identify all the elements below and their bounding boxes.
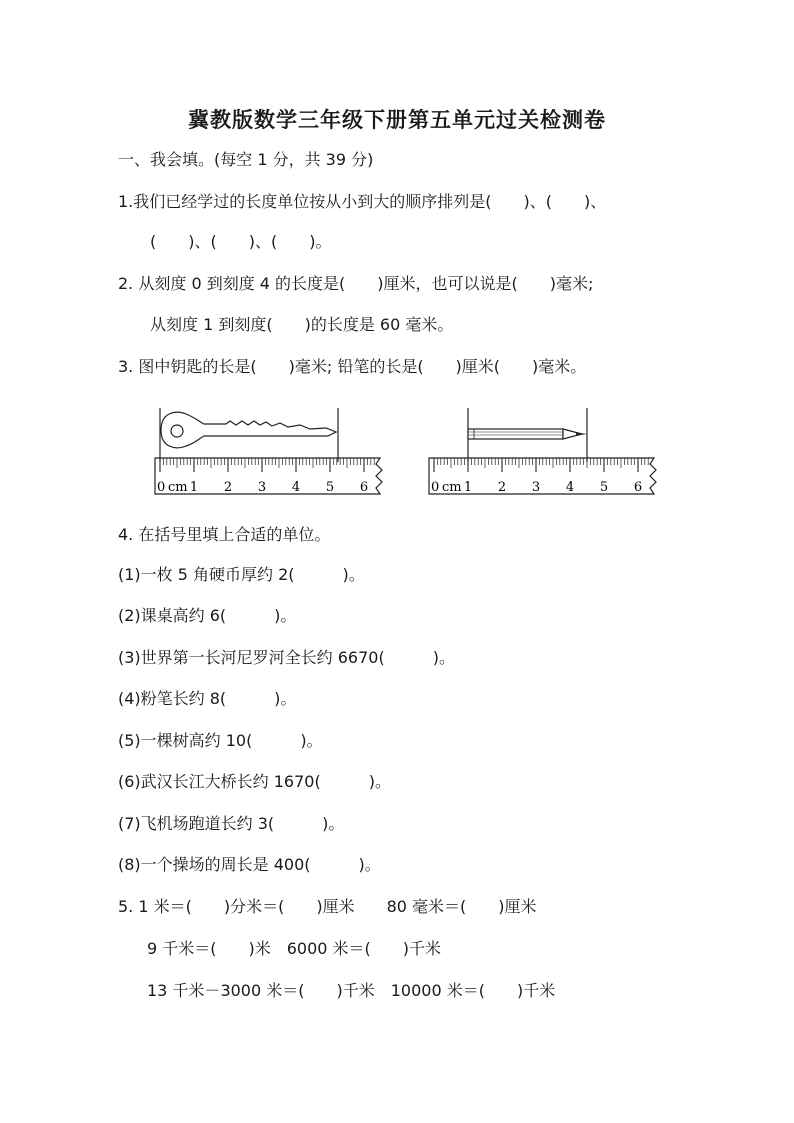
section-heading: 一、我会填。(每空 1 分，共 39 分) [118, 150, 374, 169]
ruler-tick-label: 4 [291, 480, 301, 495]
pencil-ruler-figure [424, 400, 664, 500]
key-icon [161, 412, 336, 447]
question-5-line-3: 13 千米－3000 米＝( )千米 10000 米＝( )千米 [147, 981, 556, 1000]
question-5-line-2: 9 千米＝( )米 6000 米＝( )千米 [147, 939, 442, 958]
ruler-zero-label: 0 [157, 480, 166, 495]
question-1-line-2: ( )、( )、( )。 [150, 232, 332, 251]
question-4-item: (8)一个操场的周长是 400( )。 [118, 855, 381, 874]
page-title: 冀教版数学三年级下册第五单元过关检测卷 [188, 107, 606, 132]
ruler-tick-label: 5 [599, 480, 609, 495]
key-ruler-figure [150, 400, 390, 500]
question-4-item: (1)一枚 5 角硬币厚约 2( )。 [118, 565, 365, 584]
question-2-line-2: 从刻度 1 到刻度( )的长度是 60 毫米。 [150, 315, 454, 334]
ruler-tick-label: 3 [257, 480, 267, 495]
question-4-item: (3)世界第一长河尼罗河全长约 6670( )。 [118, 648, 455, 667]
ruler-tick-label: 6 [359, 480, 369, 495]
question-3-line-1: 3. 图中钥匙的长是( )毫米; 铅笔的长是( )厘米( )毫米。 [118, 357, 587, 376]
ruler-unit-label: cm [168, 480, 188, 495]
ruler-unit-label: cm [442, 480, 462, 495]
question-5-line-1: 5. 1 米＝( )分米＝( )厘米 80 毫米＝( )厘米 [118, 897, 537, 916]
question-1-line-1: 1.我们已经学过的长度单位按从小到大的顺序排列是( )、( )、 [118, 192, 607, 211]
ruler-tick-label: 1 [189, 480, 199, 495]
pencil-icon [468, 429, 587, 439]
ruler-tick-label: 2 [223, 480, 233, 495]
ruler-tick-label: 5 [325, 480, 335, 495]
question-4-item: (4)粉笔长约 8( )。 [118, 689, 297, 708]
question-4-item: (7)飞机场跑道长约 3( )。 [118, 814, 345, 833]
ruler-tick-label: 1 [463, 480, 473, 495]
ruler-tick-label: 4 [565, 480, 575, 495]
question-4-item: (2)课桌高约 6( )。 [118, 606, 297, 625]
ruler-zero-label: 0 [431, 480, 440, 495]
ruler-tick-label: 2 [497, 480, 507, 495]
ruler-tick-label: 3 [531, 480, 541, 495]
question-2-line-1: 2. 从刻度 0 到刻度 4 的长度是( )厘米，也可以说是( )毫米; [118, 274, 594, 293]
question-4-item: (5)一棵树高约 10( )。 [118, 731, 323, 750]
question-4-intro: 4. 在括号里填上合适的单位。 [118, 525, 331, 544]
ruler-tick-label: 6 [633, 480, 643, 495]
question-4-item: (6)武汉长江大桥长约 1670( )。 [118, 772, 391, 791]
